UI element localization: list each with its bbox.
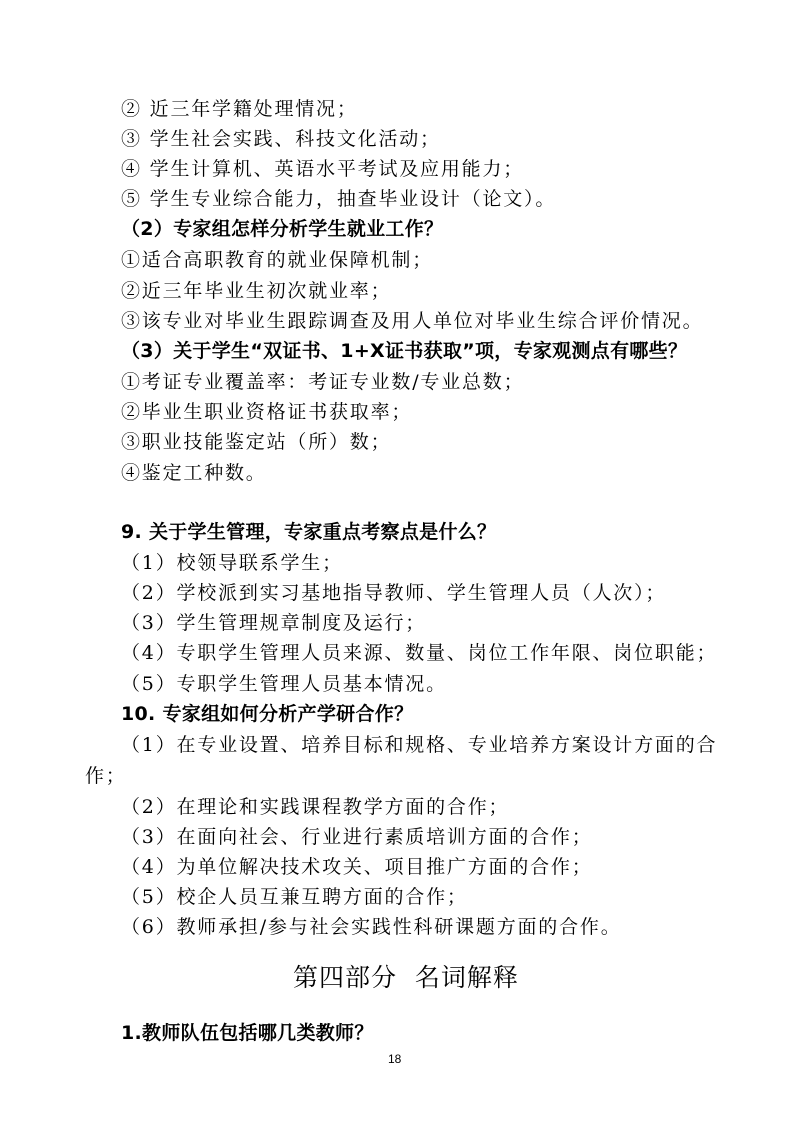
list-item: ③该专业对毕业生跟踪调查及用人单位对毕业生综合评价情况。 bbox=[121, 310, 704, 332]
list-item: ①考证专业覆盖率：考证专业数/专业总数； bbox=[121, 371, 525, 393]
list-item: （4）专职学生管理人员来源、数量、岗位工作年限、岗位职能； bbox=[121, 642, 718, 664]
list-item: （1）校领导联系学生； bbox=[121, 552, 343, 574]
list-item: （5）专职学生管理人员基本情况。 bbox=[121, 673, 447, 695]
list-item: （6）教师承担/参与社会实践性科研课题方面的合作。 bbox=[121, 916, 622, 938]
list-item-continuation: 作； bbox=[85, 765, 127, 787]
list-item: （2）在理论和实践课程教学方面的合作； bbox=[121, 796, 510, 818]
question-heading-2: （2）专家组怎样分析学生就业工作？ bbox=[121, 218, 444, 240]
section-heading: 第四部分 名词解释 bbox=[293, 963, 519, 992]
list-item: （2）学校派到实习基地指导教师、学生管理人员（人次）； bbox=[121, 582, 667, 604]
list-item: ②近三年毕业生初次就业率； bbox=[121, 280, 392, 302]
page-number: 18 bbox=[388, 1052, 402, 1066]
list-item: ①适合高职教育的就业保障机制； bbox=[121, 249, 434, 271]
question-heading-3: （3）关于学生“双证书、1+X证书获取”项，专家观测点有哪些？ bbox=[121, 340, 688, 362]
list-item: ③ 学生社会实践、科技文化活动； bbox=[121, 128, 441, 150]
list-item: ②毕业生职业资格证书获取率； bbox=[121, 401, 413, 423]
list-item: （1）在专业设置、培养目标和规格、专业培养方案设计方面的合 bbox=[121, 734, 718, 756]
list-item: ④ 学生计算机、英语水平考试及应用能力； bbox=[121, 158, 525, 180]
list-item: ③职业技能鉴定站（所）数； bbox=[121, 431, 392, 453]
list-item: ④鉴定工种数。 bbox=[121, 462, 267, 484]
list-item: （3）在面向社会、行业进行素质培训方面的合作； bbox=[121, 826, 593, 848]
question-heading-part4-1: 1.教师队伍包括哪几类教师？ bbox=[121, 1022, 374, 1044]
list-item: （5）校企人员互兼互聘方面的合作； bbox=[121, 886, 468, 908]
list-item: （3）学生管理规章制度及运行； bbox=[121, 612, 427, 634]
list-item: ⑤ 学生专业综合能力，抽查毕业设计（论文）。 bbox=[121, 188, 557, 210]
question-heading-9: 9. 关于学生管理，专家重点考察点是什么？ bbox=[121, 521, 497, 543]
list-item: ② 近三年学籍处理情况； bbox=[121, 98, 358, 120]
list-item: （4）为单位解决技术攻关、项目推广方面的合作； bbox=[121, 856, 593, 878]
question-heading-10: 10. 专家组如何分析产学研合作？ bbox=[121, 703, 414, 725]
